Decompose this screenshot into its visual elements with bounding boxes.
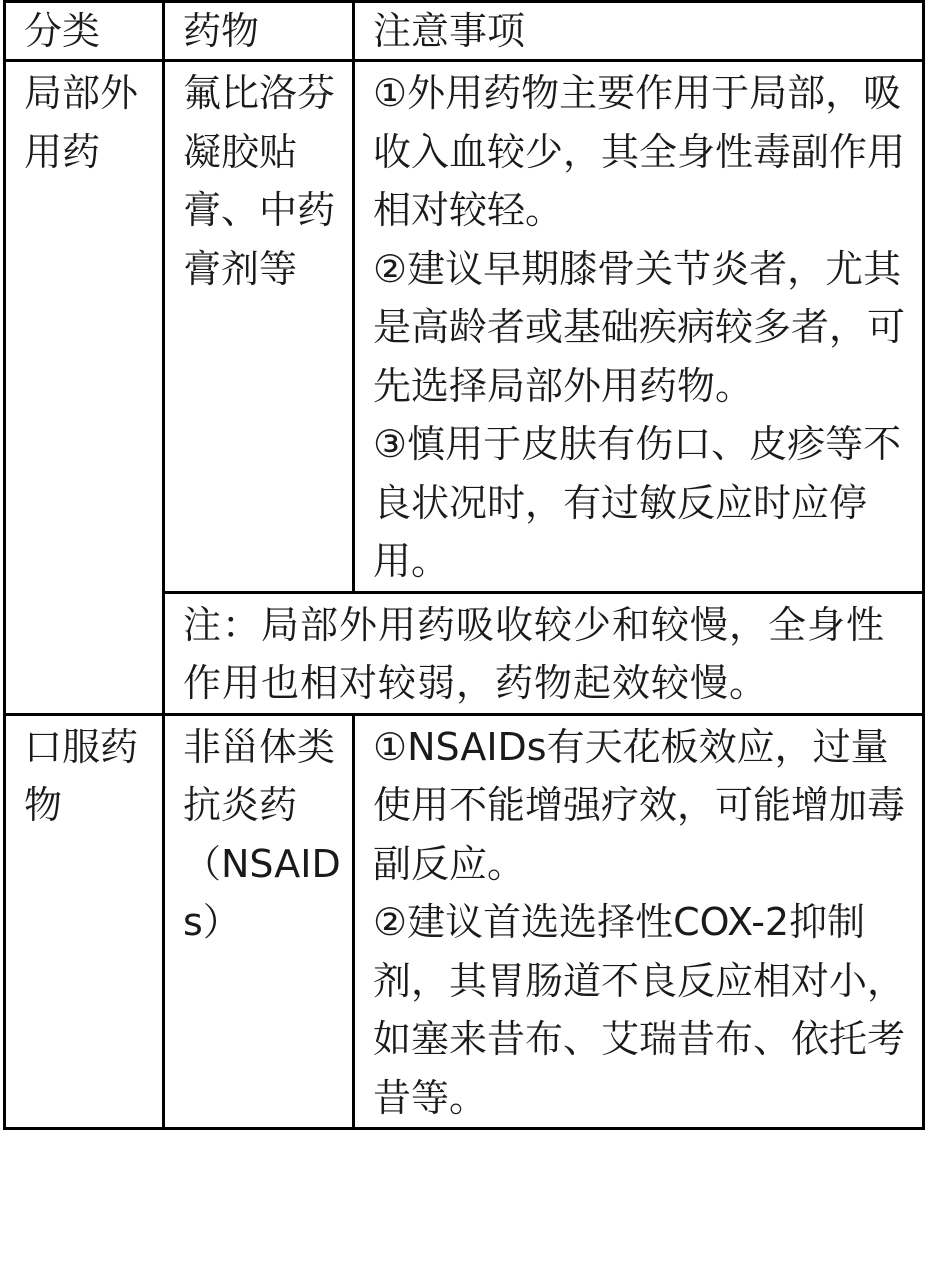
table-header — [5, 2, 924, 61]
table-body — [5, 61, 924, 1129]
medication-table — [3, 0, 925, 1130]
table-row-oral — [5, 714, 924, 1129]
category-cell-oral: 口服药物 — [5, 714, 164, 1129]
drug-cell-topical: 氟比洛芬凝胶贴膏、中药膏剂等 — [164, 61, 354, 593]
summary-cell-topical: 注：局部外用药吸收较少和较慢，全身性作用也相对较弱，药物起效较慢。 — [164, 592, 924, 714]
note-oral-2: ②建议首选选择性COX-2抑制剂，其胃肠道不良反应相对小，如塞来昔布、艾瑞昔布、依托考昔等。 — [373, 900, 906, 1120]
table-row-topical — [5, 61, 924, 593]
drug-cell-oral: 非甾体类抗炎药（NSAIDs） — [164, 714, 354, 1129]
note-oral-1: ①NSAIDs有天花板效应，过量使用不能增强疗效，可能增加毒副反应。 — [373, 724, 906, 886]
note-topical-1: ①外用药物主要作用于局部，吸收入血较少，其全身性毒副作用相对较轻。 — [373, 71, 906, 232]
notes-cell-topical — [354, 61, 924, 593]
header-row — [5, 2, 924, 61]
header-notes: 注意事项 — [354, 2, 924, 61]
note-topical-2: ②建议早期膝骨关节炎者，尤其是高龄者或基础疾病较多者，可先选择局部外用药物。 — [373, 246, 906, 408]
note-topical-3: ③慎用于皮肤有伤口、皮疹等不良状况时，有过敏反应时应停用。 — [373, 422, 902, 583]
header-drug: 药物 — [164, 2, 354, 61]
notes-cell-oral — [354, 714, 924, 1129]
header-category: 分类 — [5, 2, 164, 61]
category-cell-topical: 局部外用药 — [5, 61, 164, 715]
